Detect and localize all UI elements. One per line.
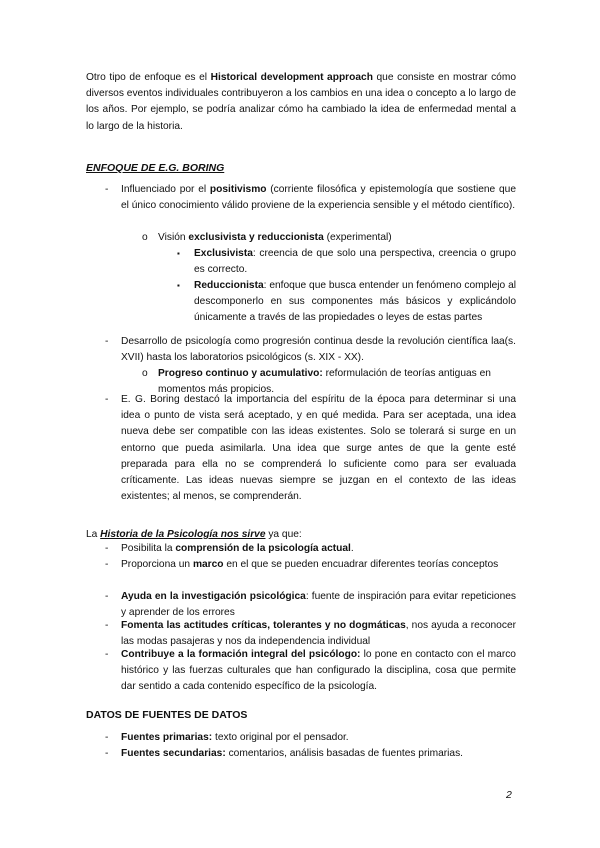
historia-item: Posibilita la comprensión de la psicología actual. <box>121 543 354 554</box>
bullet-dash: - <box>105 543 109 554</box>
bullet-square: ▪ <box>177 281 180 290</box>
bullet-dash: - <box>105 732 109 743</box>
progreso-subitem: Progreso continuo y acumulativo: reformulación de teorías antiguas en momentos más propicios. <box>158 368 491 396</box>
fuentes-item: Fuentes primarias: texto original por el pensador. <box>121 732 349 743</box>
intro-text: Otro tipo de enfoque es el <box>86 72 211 83</box>
bullet-dash: - <box>105 336 109 347</box>
bullet-circle: o <box>142 232 148 243</box>
bullet-dash: - <box>105 620 109 631</box>
historia-item: Contribuye a la formación integral del psicólogo: lo pone en contacto con el marco histórico y las fuerzas culturales que han configurado la disciplina, cosa que permite dar sentido a cada contenido específico de la psicología. <box>121 649 516 693</box>
intro-paragraph <box>86 70 516 135</box>
bullet-dash: - <box>105 394 109 405</box>
boring-item-positivismo: Influenciado por el positivismo (corriente filosófica y epistemología que sostiene que el único conocimiento válido proviene de la experiencia sensible y el método científico). <box>121 184 516 212</box>
boring-subitem-vision: Visión exclusivista y reduccionista (experimental) <box>158 232 392 243</box>
historia-intro: La Historia de la Psicología nos sirve ya que: <box>86 529 302 540</box>
page-number: 2 <box>506 789 512 801</box>
bullet-dash: - <box>105 184 109 195</box>
intro-bold-term: Historical development approach <box>210 72 373 83</box>
bullet-dash: - <box>105 649 109 660</box>
bullet-dash: - <box>105 591 109 602</box>
historia-item: Ayuda en la investigación psicológica: fuente de inspiración para evitar repeticiones y aprender de los errores <box>121 591 516 619</box>
bullet-square: ▪ <box>177 249 180 258</box>
boring-item-zeitgeist: E. G. Boring destacó la importancia del espíritu de la época para determinar si una idea o punto de vista será aceptado, y en qué medida. Para ser aceptada, una idea nueva debe ser compatible con las ideas existentes. Solo se tolerará si surge en un entorno que pueda asimilarla. Una idea que surge antes de que la gente esté preparada para ella no se comprenderá lo suficiente como para ser evaluada críticamente. Las ideas nuevas siempre se juzgan en el contexto de las ideas existentes; al menos, se comprenderán. <box>121 394 516 503</box>
bullet-dash: - <box>105 748 109 759</box>
boring-item-desarrollo: Desarrollo de psicología como progresión continua desde la revolución científica laa(s. XVII) hasta los laboratorios psicológicos (s. XIX - XX). <box>121 336 516 364</box>
fuentes-item: Fuentes secundarias: comentarios, análisis basadas de fuentes primarias. <box>121 748 464 759</box>
bullet-circle: o <box>142 368 148 379</box>
boring-heading: ENFOQUE DE E.G. BORING <box>86 162 225 174</box>
reduccionista-definition: Reduccionista: enfoque que busca entender un fenómeno complejo al descomponerlo en sus componentes más básicos y explicándolo únicamente a través de las propiedades o leyes de estas partes <box>194 280 516 324</box>
exclusivista-definition: Exclusivista: creencia de que solo una perspectiva, creencia o grupo es correcto. <box>194 248 516 276</box>
historia-emphasis: Historia de la Psicología nos sirve <box>100 529 266 540</box>
intro-text-rest: que consiste en mostrar cómo diversos eventos individuales contribuyeron a los cambios en una idea o concepto a lo largo de los años. Por ejemplo, se podría analizar cómo ha cambiado la idea de enfermedad mental a lo largo de la historia. <box>86 72 517 132</box>
fuentes-heading: DATOS DE FUENTES DE DATOS <box>86 709 248 721</box>
historia-item: Fomenta las actitudes críticas, tolerantes y no dogmáticas, nos ayuda a reconocer las modas pasajeras y nos da independencia individual <box>121 620 517 648</box>
historia-item: Proporciona un marco en el que se pueden encuadrar diferentes teorías conceptos <box>121 559 499 570</box>
bullet-dash: - <box>105 559 109 570</box>
